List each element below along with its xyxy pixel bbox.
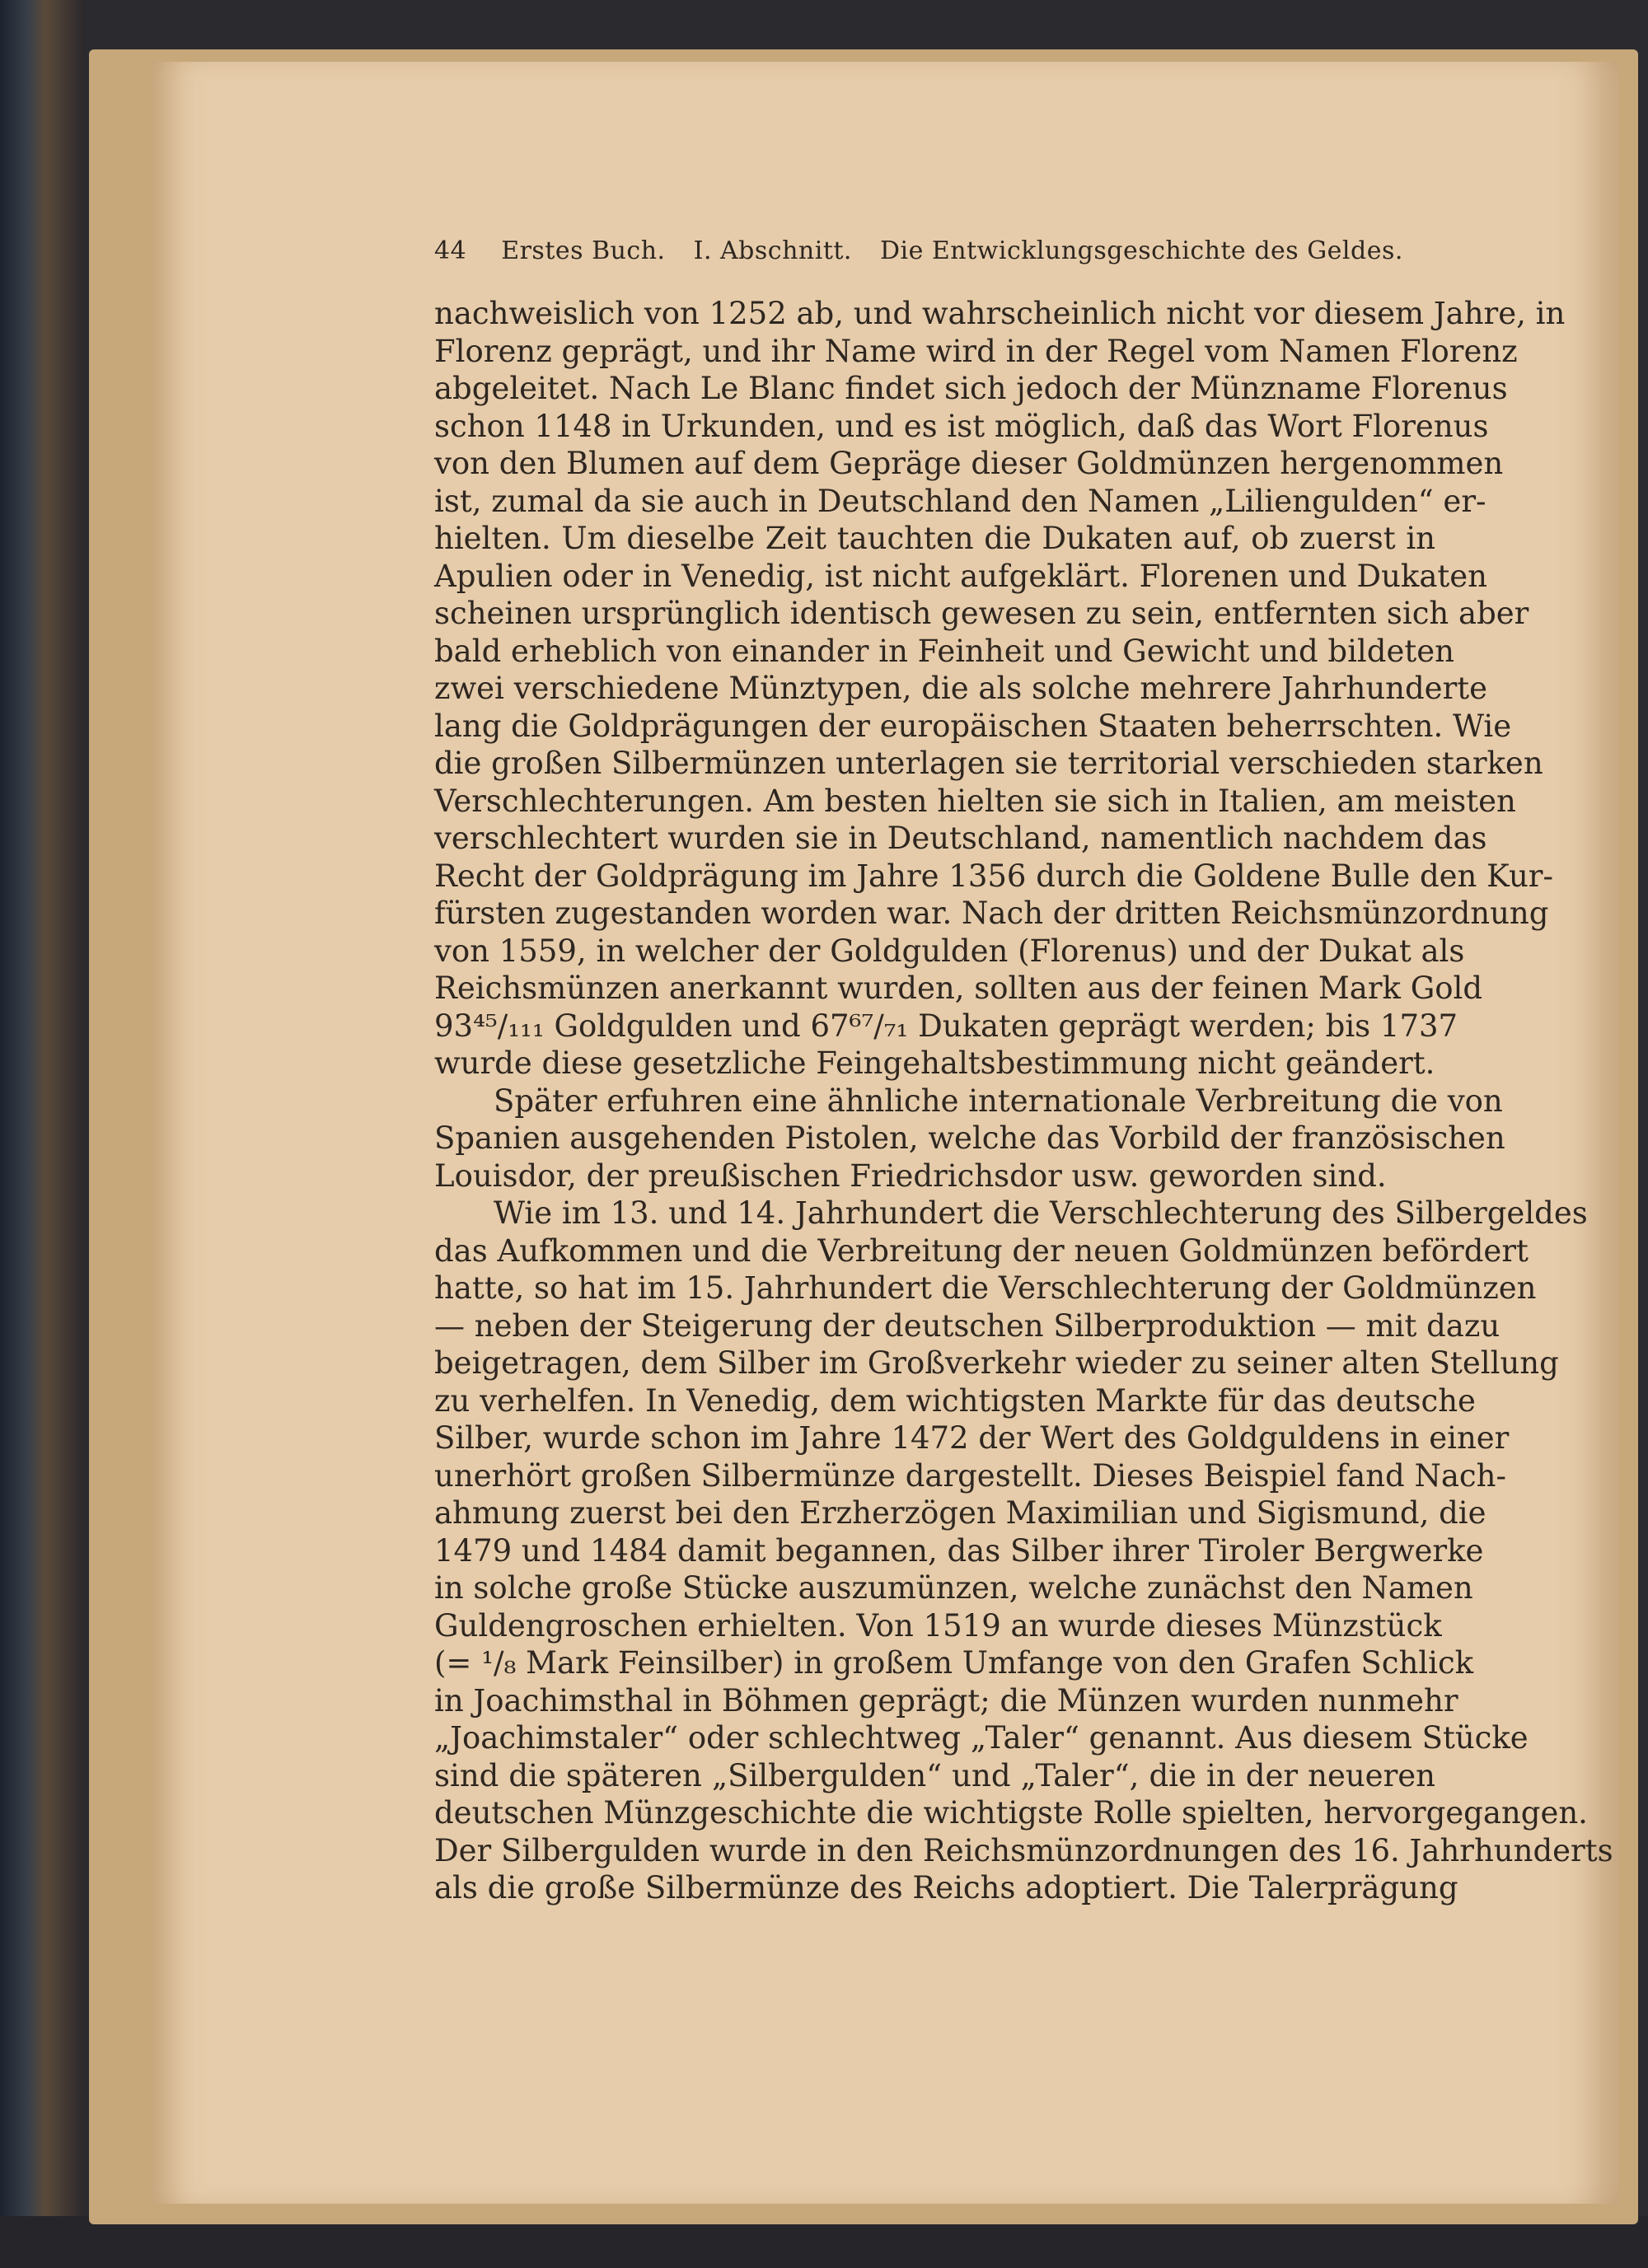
header-book: Erstes Buch.: [501, 236, 666, 265]
running-header: [434, 236, 1435, 265]
text-line: Verschlechterungen. Am besten hielten sie sich in Italien, am meisten: [434, 783, 1516, 819]
text-line: fürsten zugestanden worden war. Nach der dritten Reichsmünzordnung: [434, 896, 1549, 931]
text-line: hatte, so hat im 15. Jahrhundert die Verschlechterung der Goldmünzen: [434, 1270, 1537, 1306]
text-line: unerhört großen Silbermünze dargestellt. Dieses Beispiel fand Nach-: [434, 1457, 1506, 1494]
text-line: das Aufkommen und die Verbreitung der neuen Goldmünzen befördert: [434, 1232, 1529, 1269]
text-line: beigetragen, dem Silber im Großverkehr wieder zu seiner alten Stellung: [434, 1345, 1559, 1381]
text-line: 1479 und 1484 damit begannen, das Silber ihrer Tiroler Bergwerke: [434, 1532, 1484, 1569]
header-chapter: Die Entwicklungsgeschichte des Geldes.: [879, 236, 1403, 265]
header-section: I. Abschnitt.: [693, 236, 852, 265]
text-line: in solche große Stücke auszumünzen, welche zunächst den Namen: [434, 1570, 1473, 1606]
page-text: [434, 236, 1613, 1907]
text-line: Recht der Goldprägung im Jahre 1356 durch die Goldene Bulle den Kur-: [434, 858, 1553, 894]
text-line: Der Silbergulden wurde in den Reichsmünzordnungen des 16. Jahrhunderts: [434, 1832, 1613, 1868]
text-line: Spanien ausgehenden Pistolen, welche das Vorbild der französischen: [434, 1120, 1505, 1156]
text-line: deutschen Münzgeschichte die wichtigste Rolle spielten, hervorgegangen.: [434, 1795, 1588, 1831]
text-line: von 1559, in welcher der Goldgulden (Florenus) und der Dukat als: [434, 933, 1465, 969]
text-line: Silber, wurde schon im Jahre 1472 der Wert des Goldguldens in einer: [434, 1420, 1510, 1456]
text-line: nachweislich von 1252 ab, und wahrscheinlich nicht vor diesem Jahre, in: [434, 296, 1566, 331]
text-line: Apulien oder in Venedig, ist nicht aufgeklärt. Florenen und Dukaten: [434, 558, 1487, 594]
text-line: scheinen ursprünglich identisch gewesen zu sein, entfernten sich aber: [434, 596, 1529, 631]
text-line: Louisdor, der preußischen Friedrichsdor usw. geworden sind.: [434, 1157, 1387, 1194]
text-line: Später erfuhren eine ähnliche internationale Verbreitung die von: [494, 1083, 1503, 1119]
text-line: von den Blumen auf dem Gepräge dieser Goldmünzen hergenommen: [434, 446, 1504, 481]
text-line: schon 1148 in Urkunden, und es ist möglich, daß das Wort Florenus: [434, 408, 1489, 444]
text-line: verschlechtert wurden sie in Deutschland, namentlich nachdem das: [434, 821, 1487, 856]
text-line: Reichsmünzen anerkannt wurden, sollten aus der feinen Mark Gold: [434, 970, 1483, 1006]
text-line: abgeleitet. Nach Le Blanc findet sich jedoch der Münzname Florenus: [434, 371, 1508, 406]
text-line: bald erheblich von einander in Feinheit und Gewicht und bildeten: [434, 633, 1454, 669]
text-line: Wie im 13. und 14. Jahrhundert die Verschlechterung des Silbergeldes: [494, 1195, 1588, 1231]
text-line: Florenz geprägt, und ihr Name wird in der Regel vom Namen Florenz: [434, 333, 1518, 369]
text-line: als die große Silbermünze des Reichs adoptiert. Die Talerprägung: [434, 1870, 1458, 1906]
text-line: (= ¹/₈ Mark Feinsilber) in großem Umfange von den Grafen Schlick: [434, 1645, 1474, 1681]
text-line: wurde diese gesetzliche Feingehaltsbestimmung nicht geändert.: [434, 1045, 1435, 1081]
text-line: sind die späteren „Silbergulden“ und „Taler“, die in der neueren: [434, 1757, 1435, 1793]
text-line: hielten. Um dieselbe Zeit tauchten die Dukaten auf, ob zuerst in: [434, 521, 1435, 556]
text-line: ist, zumal da sie auch in Deutschland den Namen „Liliengulden“ er-: [434, 483, 1486, 519]
text-line: 93⁴⁵/₁₁₁ Goldgulden und 67⁶⁷/₇₁ Dukaten geprägt werden; bis 1737: [434, 1008, 1458, 1044]
text-line: — neben der Steigerung der deutschen Silberproduktion — mit dazu: [434, 1307, 1501, 1344]
text-line: ahmung zuerst bei den Erzherzögen Maximilian und Sigismund, die: [434, 1495, 1486, 1531]
page-number: 44: [434, 236, 467, 265]
text-line: Guldengroschen erhielten. Von 1519 an wurde dieses Münzstück: [434, 1607, 1442, 1644]
body-text: [434, 295, 1613, 1907]
text-line: lang die Goldprägungen der europäischen Staaten beherrschten. Wie: [434, 708, 1512, 744]
text-line: die großen Silbermünzen unterlagen sie territorial verschieden starken: [434, 746, 1543, 781]
text-line: zu verhelfen. In Venedig, dem wichtigsten Markte für das deutsche: [434, 1382, 1476, 1419]
text-line: zwei verschiedene Münztypen, die als solche mehrere Jahrhunderte: [434, 671, 1488, 706]
text-line: in Joachimsthal in Böhmen geprägt; die Münzen wurden nunmehr: [434, 1682, 1458, 1719]
text-line: „Joachimstaler“ oder schlechtweg „Taler“ genannt. Aus diesem Stücke: [434, 1720, 1529, 1756]
book-cover-left: [0, 0, 82, 2268]
